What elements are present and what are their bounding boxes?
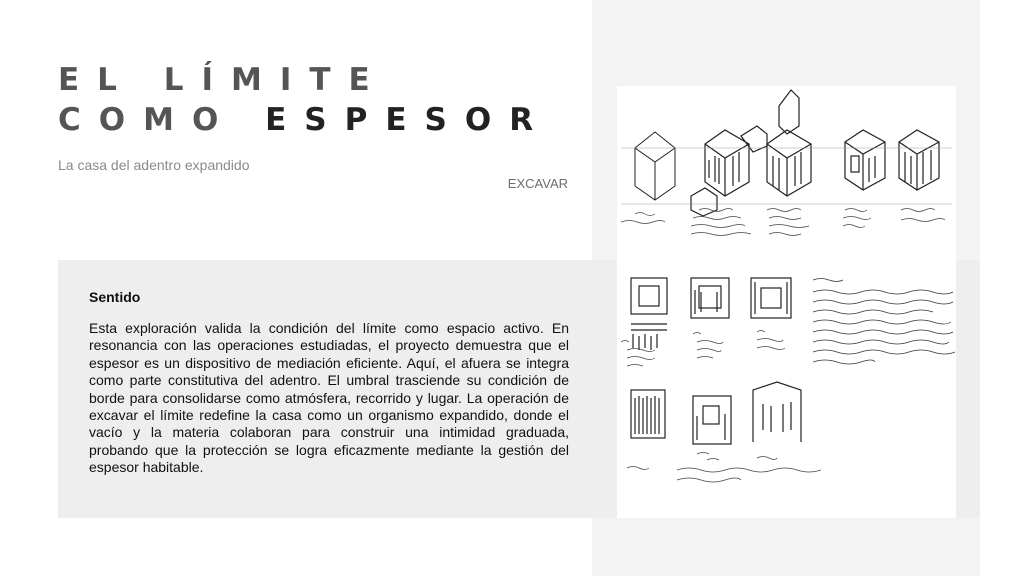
- axonometric-sketch-5: [899, 130, 939, 190]
- plan-sketch-1: [631, 278, 667, 350]
- title-line-1: EL LÍMITE: [58, 62, 388, 98]
- section-sketch-3: [753, 382, 801, 442]
- axonometric-sketch-4: [845, 130, 885, 190]
- axonometric-sketch-1: [635, 132, 675, 200]
- sketch-captions-row-1: [621, 209, 945, 236]
- sketch-image: [617, 86, 956, 518]
- plan-sketch-3: [751, 278, 791, 318]
- sketch-captions-row-3: [627, 453, 821, 483]
- section-label: EXCAVAR: [507, 176, 568, 191]
- section-sketch-1: [631, 390, 665, 438]
- plan-sketch-2: [691, 278, 729, 318]
- content-paragraph: Esta exploración valida la condición del límite como espacio activo. En resonancia con las operaciones estudiadas, el proyecto demuestra que el espesor es un dispositivo de mediación eficiente. Aquí, el afuera se integra como parte constitutiva del adentro. El umbral trasciende su condición de borde para consolidarse como atmósfera, recorrido y lugar. La operación de excavar el límite redefine la casa como un organismo expandido, donde el vacío y la materia colaboran para construir una intimidad graduada, probando que la protección se logra eficazmente mediante la gestión del espesor habitable.: [89, 320, 569, 476]
- axonometric-sketch-3: [741, 90, 811, 196]
- axonometric-sketch-2: [691, 130, 749, 216]
- section-sketch-2: [693, 396, 731, 444]
- page-title: [58, 60, 551, 140]
- content-heading: Sentido: [89, 289, 141, 305]
- title-line-2-light: COMO: [58, 102, 237, 138]
- title-line-2-dark: ESPESOR: [265, 102, 552, 138]
- handwritten-note: [813, 279, 955, 365]
- page-subtitle: La casa del adentro expandido: [58, 157, 250, 173]
